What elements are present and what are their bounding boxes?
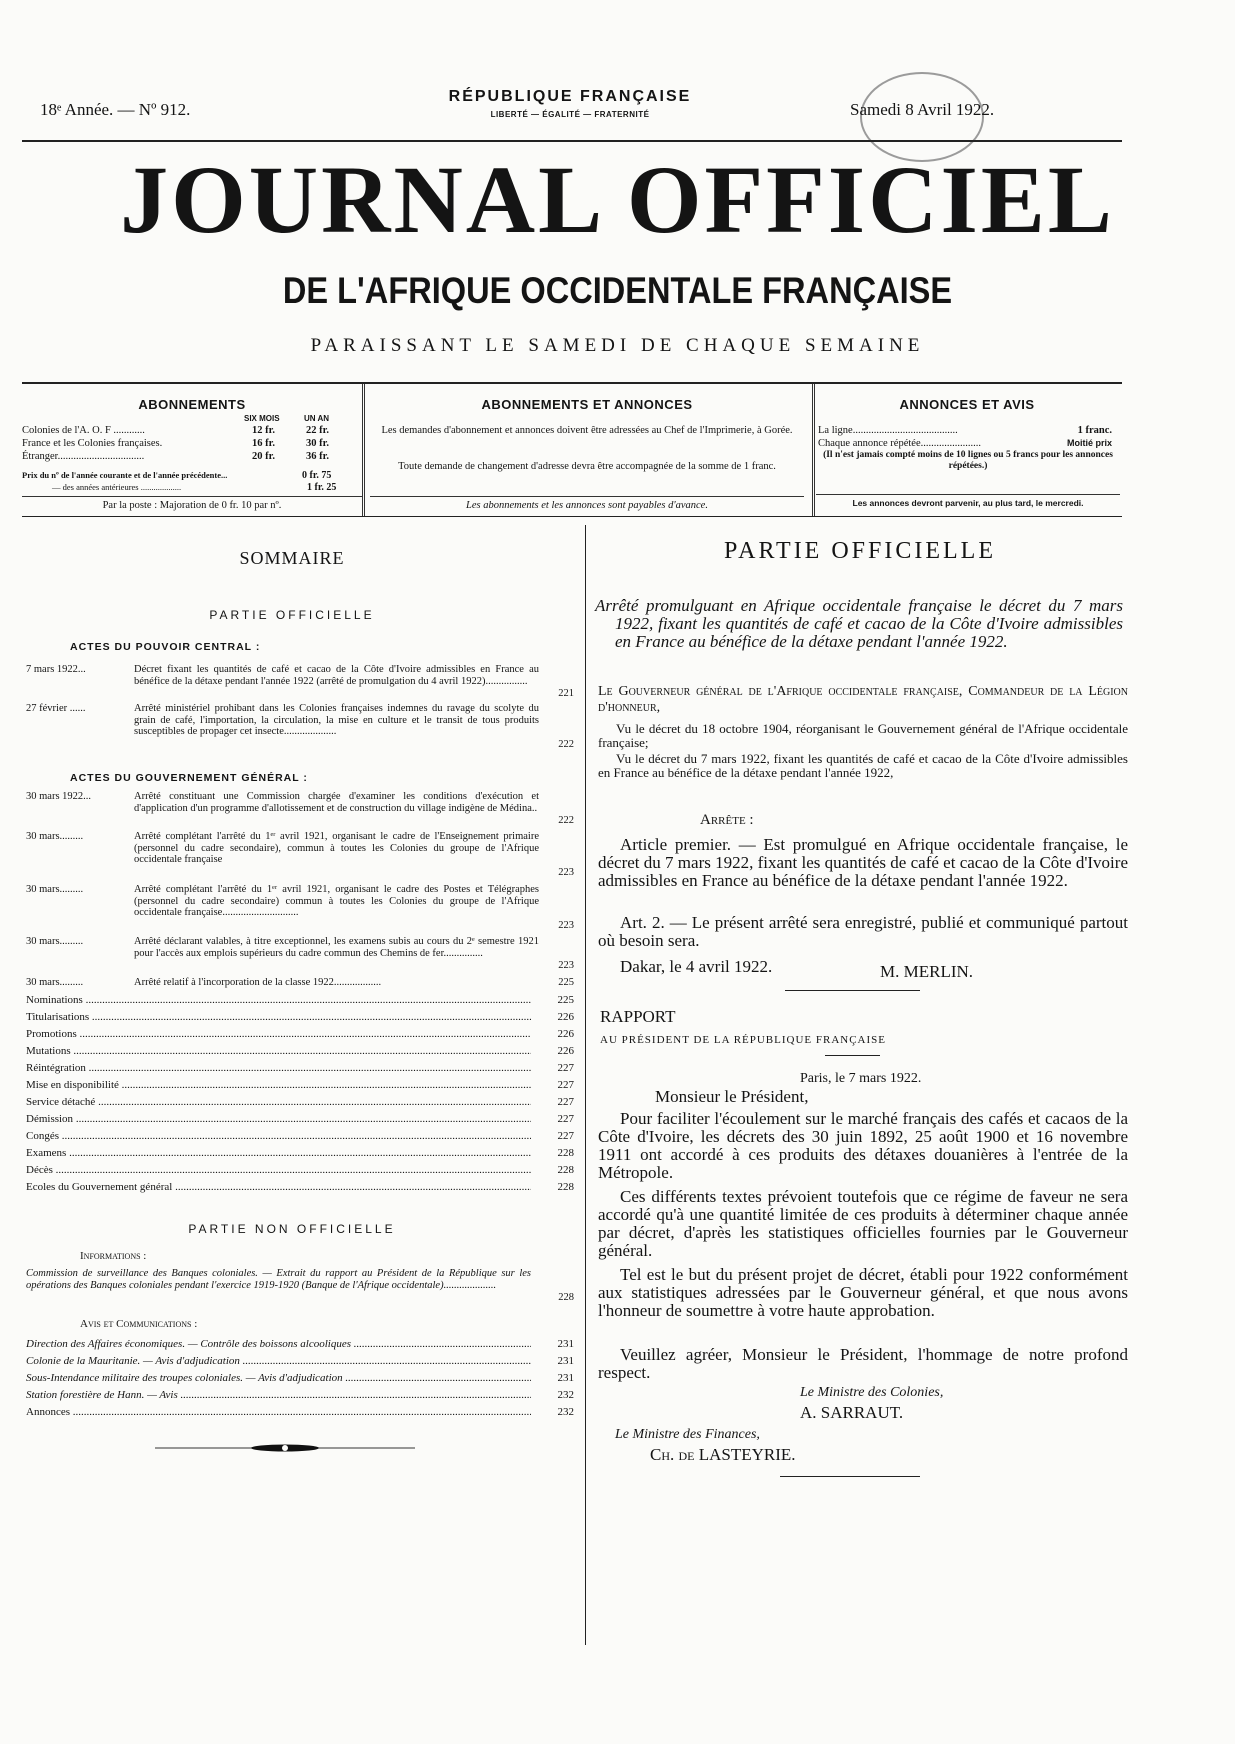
actes-gouvernement-general: ACTES DU GOUVERNEMENT GÉNÉRAL : bbox=[70, 772, 308, 784]
toc-date: 30 mars......... bbox=[26, 831, 84, 842]
rapport-subtitle: AU PRÉSIDENT DE LA RÉPUBLIQUE FRANÇAISE bbox=[600, 1034, 887, 1046]
repetee-value: Moitié prix bbox=[1066, 438, 1112, 448]
signature-lasteyrie: Ch. de LASTEYRIE. bbox=[650, 1445, 796, 1464]
toc-avis bbox=[26, 1355, 574, 1369]
gouverneur-general: Le Gouverneur général de l'Afrique occidentale française, Commandeur de la Légion d'honneur, bbox=[598, 684, 1128, 715]
toc-page: 221 bbox=[558, 688, 574, 699]
toc-page: 222 bbox=[558, 815, 574, 826]
toc-page: 223 bbox=[558, 960, 574, 971]
toc-entry bbox=[26, 1268, 574, 1304]
rapport-para-1: Pour faciliter l'écoulement sur le marché français des cafés et cacaos de la Côte d'Ivoire, les décrets des 30 juin 1892, 25 août 1900 et 16 novembre 1911 ont accordé à ces produits des détaxes douanières à l'entrée de la Métropole. bbox=[598, 1109, 1128, 1182]
rubrique-page: 228 bbox=[557, 1181, 574, 1193]
abonnements-annonces-p3: Les abonnements et les annonces sont payables d'avance. bbox=[370, 496, 804, 512]
row-an: 36 fr. bbox=[306, 451, 329, 462]
actes-pouvoir-central: ACTES DU POUVOIR CENTRAL : bbox=[70, 641, 261, 653]
col-six-mois: SIX MOIS bbox=[244, 414, 280, 423]
lieu-date: Dakar, le 4 avril 1922. bbox=[620, 957, 773, 976]
toc-text: Arrêté constituant une Commission chargée d'examiner les conditions d'exécution et d'application d'un programme d'allotissement et de construction du village indigène de Médina.. bbox=[134, 791, 539, 814]
salutation: Monsieur le Président, bbox=[655, 1087, 809, 1106]
republique-francaise: RÉPUBLIQUE FRANÇAISE bbox=[448, 88, 692, 105]
avis-label: Annonces ..... bbox=[26, 1406, 531, 1418]
abonnement-row bbox=[22, 424, 362, 437]
devise: LIBERTÉ — ÉGALITÉ — FRATERNITÉ bbox=[490, 110, 650, 119]
article-premier: Article premier. — Est promulgué en Afrique occidentale française, le décret du 7 mars 1922, fixant les quantités de café et cacao de la Côte d'Ivoire admissibles en France au bénéfice de la détaxe pendant l'année 1922. bbox=[598, 835, 1128, 890]
toc-entry bbox=[26, 703, 574, 751]
row-label: Étranger................................. bbox=[22, 451, 145, 462]
avis-communications-heading: Avis et Communications : bbox=[80, 1318, 198, 1330]
abonnement-row bbox=[22, 437, 362, 450]
rubrique-page: 227 bbox=[557, 1130, 574, 1142]
rubrique-page: 228 bbox=[557, 1147, 574, 1159]
ligne-label: La ligne........................................ bbox=[818, 425, 958, 436]
toc-rubrique bbox=[26, 1045, 574, 1059]
rubrique-page: 228 bbox=[557, 1164, 574, 1176]
toc-date: 27 février ...... bbox=[26, 703, 86, 714]
abonnements-annonces-p2: Toute demande de changement d'adresse devra être accompagnée de la somme de 1 franc. bbox=[398, 461, 776, 472]
rubrique-label: Titularisations ..... bbox=[26, 1011, 531, 1023]
rapport-para-2: Ces différents textes prévoient toutefois que ce régime de faveur ne sera accordé qu'à une quantité limitée de ces produits à déterminer chaque année par décret, d'après les statistiques officielles fournies par le Gouverneur général. bbox=[598, 1187, 1128, 1260]
rubrique-page: 227 bbox=[557, 1113, 574, 1125]
header-rule bbox=[22, 140, 1122, 142]
vu-decret-1904: Vu le décret du 18 octobre 1904, réorganisant le Gouvernement général de l'Afrique occidentale française; bbox=[598, 721, 1128, 750]
toc-page: 223 bbox=[558, 920, 574, 931]
rubrique-page: 225 bbox=[557, 994, 574, 1006]
toc-entry bbox=[26, 791, 574, 827]
vu-decret-1922: Vu le décret du 7 mars 1922, fixant les quantités de café et cacao de la Côte d'Ivoire admissibles en France au bénéfice de la détaxe pendant l'année 1922, bbox=[598, 751, 1128, 780]
col-un-an: UN AN bbox=[304, 414, 330, 423]
row-an: 22 fr. bbox=[306, 425, 329, 436]
sommaire-partie-non-officielle: PARTIE NON OFFICIELLE bbox=[188, 1222, 396, 1236]
abonnements-annonces-p1: Les demandes d'abonnement et annonces doivent être adressées au Chef de l'Imprimerie, à Gorée. bbox=[381, 425, 793, 436]
rubrique-page: 227 bbox=[557, 1079, 574, 1091]
journal-subtitle: DE L'AFRIQUE OCCIDENTALE FRANÇAISE bbox=[282, 270, 953, 311]
rubrique-label: Démission ..... bbox=[26, 1113, 531, 1125]
toc-entry bbox=[26, 884, 574, 932]
row-an: 30 fr. bbox=[306, 438, 329, 449]
toc-date: 30 mars......... bbox=[26, 977, 84, 988]
toc-page: 222 bbox=[558, 739, 574, 750]
toc-rubrique bbox=[26, 1011, 574, 1025]
final-rule bbox=[780, 1476, 920, 1477]
rubrique-page: 226 bbox=[557, 1045, 574, 1057]
rubrique-label: Examens ..... bbox=[26, 1147, 531, 1159]
toc-text: Commission de surveillance des Banques coloniales. — Extrait du rapport au Président de la République sur les opérations des Banques coloniales pendant l'exercice 1919-1920 (Banque de l'Afrique occidentale).................... bbox=[26, 1268, 531, 1291]
abonnements-heading: ABONNEMENTS bbox=[138, 397, 246, 412]
toc-text: Arrêté déclarant valables, à titre exceptionnel, les examens subis au cours du 2ᵉ semestre 1921 pour l'accès aux emplois supérieurs du cadre commun des Chemins de fer............... bbox=[134, 936, 539, 959]
row-label: Colonies de l'A. O. F ............ bbox=[22, 425, 145, 436]
toc-rubrique bbox=[26, 1147, 574, 1161]
avis-label: Colonie de la Mauritanie. — Avis d'adjudication ..... bbox=[26, 1355, 531, 1367]
prix-numero bbox=[22, 470, 362, 480]
repetee-label: Chaque annonce répétée....................... bbox=[818, 438, 981, 449]
toc-rubrique bbox=[26, 994, 574, 1008]
row-six: 16 fr. bbox=[252, 438, 275, 449]
rubrique-label: Décès ..... bbox=[26, 1164, 531, 1176]
toc-avis bbox=[26, 1389, 574, 1403]
abonnements-column bbox=[22, 384, 365, 516]
toc-text: Arrêté complétant l'arrêté du 1ᵉʳ avril 1921, organisant le cadre de l'Enseignement primaire (personnel du cadre secondaire), commun à toutes les Colonies du groupe de l'Afrique occidentale française bbox=[134, 831, 539, 865]
toc-rubrique bbox=[26, 1079, 574, 1093]
rubrique-label: Mutations ..... bbox=[26, 1045, 531, 1057]
rubrique-label: Service détaché ..... bbox=[26, 1096, 531, 1108]
toc-date: 7 mars 1922... bbox=[26, 664, 86, 675]
toc-page: 228 bbox=[558, 1292, 574, 1303]
sommaire-title: SOMMAIRE bbox=[239, 548, 345, 568]
prix-anterieures bbox=[52, 482, 362, 492]
end-ornament bbox=[155, 1440, 415, 1450]
abonnements-rows bbox=[22, 424, 362, 463]
subscription-box bbox=[22, 382, 1122, 517]
rubrique-label: Promotions ..... bbox=[26, 1028, 531, 1040]
avis-label: Sous-Intendance militaire des troupes coloniales. — Avis d'adjudication ..... bbox=[26, 1372, 531, 1384]
rubrique-label: Ecoles du Gouvernement général ..... bbox=[26, 1181, 531, 1193]
rubrique-page: 226 bbox=[557, 1011, 574, 1023]
annonces-avis-heading: ANNONCES ET AVIS bbox=[899, 397, 1035, 412]
rubrique-label: Réintégration ..... bbox=[26, 1062, 531, 1074]
avis-page: 231 bbox=[557, 1372, 574, 1384]
repetee-row bbox=[818, 437, 1118, 450]
rubrique-page: 227 bbox=[557, 1096, 574, 1108]
rapport-title: RAPPORT bbox=[600, 1007, 676, 1026]
rubrique-page: 227 bbox=[557, 1062, 574, 1074]
toc-text: Arrêté ministériel prohibant dans les Colonies françaises indemnes du ravage du scolyte du grain de café, l'importation, la circulation, la mise en culture et le transit de tous produits susceptibles de propager cet insecte.................... bbox=[134, 703, 539, 737]
toc-date: 30 mars......... bbox=[26, 936, 84, 947]
abonnement-row bbox=[22, 450, 362, 463]
avis-page: 231 bbox=[557, 1338, 574, 1350]
signature-merlin: M. MERLIN. bbox=[880, 962, 974, 981]
annonces-avis-column bbox=[812, 384, 1122, 516]
row-six: 12 fr. bbox=[252, 425, 275, 436]
row-six: 20 fr. bbox=[252, 451, 275, 462]
journal-title: JOURNAL OFFICIEL bbox=[120, 146, 1115, 253]
toc-entry bbox=[26, 936, 574, 972]
toc-text: Décret fixant les quantités de café et cacao de la Côte d'Ivoire admissibles en France au bénéfice de la détaxe pendant l'année 1922 (arrêté de promulgation du 4 avril 1922)................ bbox=[134, 664, 539, 687]
avis-label: Direction des Affaires économiques. — Contrôle des boissons alcooliques ..... bbox=[26, 1338, 531, 1350]
arrete-label: Arrête : bbox=[700, 812, 754, 828]
toc-page: 223 bbox=[558, 867, 574, 878]
toc-text: Arrêté relatif à l'incorporation de la classe 1922.................. bbox=[134, 977, 382, 988]
ministre-colonies-label: Le Ministre des Colonies, bbox=[800, 1385, 944, 1400]
prix-anterieures-value: 1 fr. 25 bbox=[307, 482, 337, 493]
rubrique-label: Mise en disponibilité ..... bbox=[26, 1079, 531, 1091]
issue-number: 18ᵉ Année. — Nº 912. bbox=[40, 100, 191, 119]
toc-avis bbox=[26, 1372, 574, 1386]
informations-heading: Informations : bbox=[80, 1250, 147, 1262]
abonnements-annonces-heading: ABONNEMENTS ET ANNONCES bbox=[481, 397, 693, 412]
arrete-title: Arrêté promulguant en Afrique occidentale française le décret du 7 mars 1922, fixant les quantités de café et cacao de la Côte d'Ivoire admissibles en France au bénéfice de la détaxe pendant l'année 1922. bbox=[595, 596, 1123, 651]
rubrique-page: 226 bbox=[557, 1028, 574, 1040]
issue-date: Samedi 8 Avril 1922. bbox=[850, 100, 995, 119]
toc-date: 30 mars 1922... bbox=[26, 791, 92, 802]
toc-entry bbox=[26, 977, 574, 990]
avis-page: 231 bbox=[557, 1355, 574, 1367]
partie-officielle-title: PARTIE OFFICIELLE bbox=[723, 538, 996, 564]
avis-page: 232 bbox=[557, 1389, 574, 1401]
toc-entry bbox=[26, 831, 574, 879]
parution-line: PARAISSANT LE SAMEDI DE CHAQUE SEMAINE bbox=[310, 335, 925, 356]
prix-value: 0 fr. 75 bbox=[302, 470, 332, 481]
annonces-delai: Les annonces devront parvenir, au plus tard, le mercredi. bbox=[816, 494, 1120, 508]
toc-rubrique bbox=[26, 1181, 574, 1195]
toc-rubrique bbox=[26, 1113, 574, 1127]
sommaire-partie-officielle: PARTIE OFFICIELLE bbox=[209, 608, 375, 622]
rubrique-label: Nominations ..... bbox=[26, 994, 531, 1006]
toc-page: 225 bbox=[558, 977, 574, 988]
rapport-date: Paris, le 7 mars 1922. bbox=[800, 1071, 922, 1086]
rapport-para-3: Tel est le but du présent projet de décret, établi pour 1922 conformément aux statistiques adressées par le Gouverneur général, et que nous avons l'honneur de soumettre à votre haute approbation. bbox=[598, 1265, 1128, 1320]
toc-rubrique bbox=[26, 1130, 574, 1144]
toc-entry bbox=[26, 664, 574, 700]
toc-date: 30 mars......... bbox=[26, 884, 84, 895]
prix-anterieures-label: — des années antérieures ................... bbox=[52, 482, 182, 492]
rapport-para-4: Veuillez agréer, Monsieur le Président, l'hommage de notre profond respect. bbox=[598, 1345, 1128, 1382]
annonces-note: (Il n'est jamais compté moins de 10 lignes ou 5 francs pour les annonces répétées.) bbox=[823, 450, 1113, 471]
signature-sarraut: A. SARRAUT. bbox=[800, 1403, 904, 1422]
column-divider bbox=[585, 525, 586, 1645]
toc-text: Arrêté complétant l'arrêté du 1ᵉʳ avril 1921, organisant le cadre des Postes et Télégraphes (personnel du cadre secondaire) commun à toutes les Colonies du groupe de l'Afrique occidentale française............................. bbox=[134, 884, 539, 918]
toc-avis bbox=[26, 1406, 574, 1420]
toc-rubrique bbox=[26, 1028, 574, 1042]
article-2: Art. 2. — Le présent arrêté sera enregistré, publié et communiqué partout où besoin sera. bbox=[598, 913, 1128, 950]
rapport-short-rule bbox=[825, 1055, 880, 1056]
abonnements-annonces-column bbox=[362, 384, 815, 516]
ligne-value: 1 franc. bbox=[1077, 425, 1112, 436]
toc-rubrique bbox=[26, 1096, 574, 1110]
ligne-row bbox=[818, 424, 1118, 437]
rubrique-label: Congés ..... bbox=[26, 1130, 531, 1142]
toc-rubrique bbox=[26, 1164, 574, 1178]
avis-label: Station forestière de Hann. — Avis ..... bbox=[26, 1389, 531, 1401]
avis-page: 232 bbox=[557, 1406, 574, 1418]
row-label: France et les Colonies françaises. bbox=[22, 438, 163, 449]
separator-rule bbox=[785, 990, 920, 991]
toc-rubrique bbox=[26, 1062, 574, 1076]
poste-majoration: Par la poste : Majoration de 0 fr. 10 par nº. bbox=[22, 496, 362, 512]
toc-avis bbox=[26, 1338, 574, 1352]
ministre-finances-label: Le Ministre des Finances, bbox=[615, 1427, 760, 1442]
prix-label: Prix du nº de l'année courante et de l'année précédente... bbox=[22, 470, 228, 480]
